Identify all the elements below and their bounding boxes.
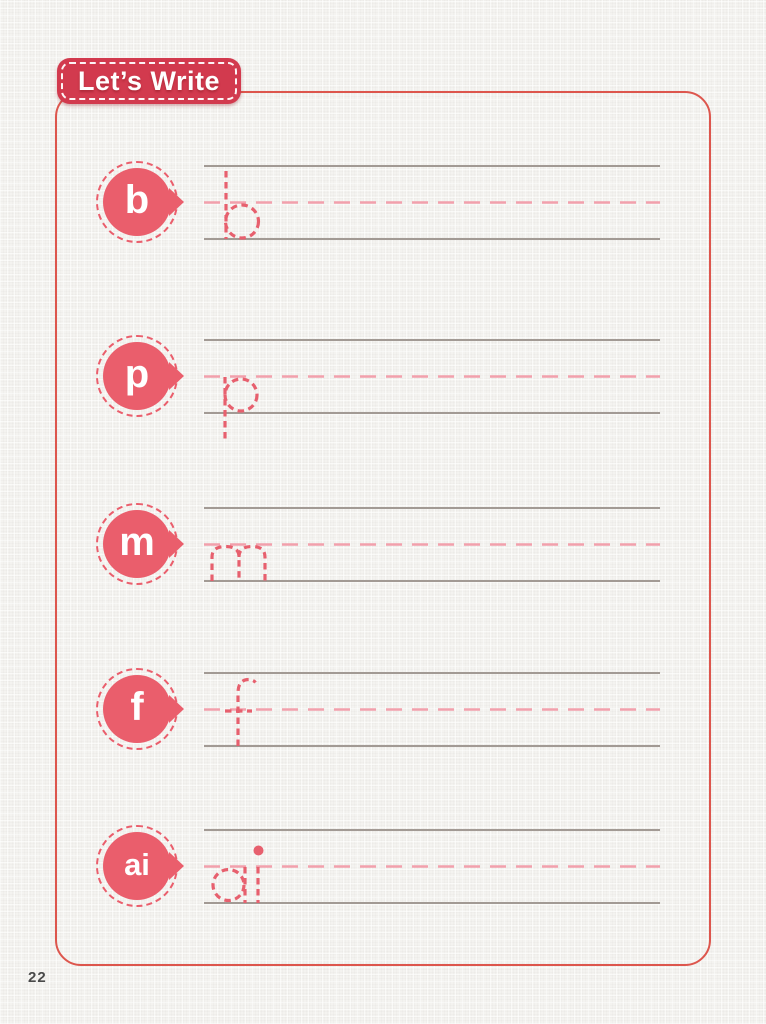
writing-lines-svg xyxy=(202,478,662,618)
letter-bubble xyxy=(103,832,171,900)
letter-bubble-label: b xyxy=(124,178,150,222)
writing-lines-svg xyxy=(202,136,662,276)
letter-bubble xyxy=(103,168,171,236)
bubble-pointer-icon xyxy=(169,852,184,880)
letter-bubble xyxy=(103,342,171,410)
writing-lines-svg xyxy=(202,800,662,940)
letter-bubble-label: m xyxy=(119,520,155,564)
bubble-pointer-icon xyxy=(169,695,184,723)
trace-letter xyxy=(213,846,264,904)
letter-bubble-label: ai xyxy=(124,846,150,882)
trace-letter xyxy=(212,547,265,582)
letter-bubble-label: f xyxy=(130,685,144,729)
practice-row-b xyxy=(0,136,766,276)
writing-lines-svg xyxy=(202,310,662,450)
lets-write-badge xyxy=(57,58,241,104)
bubble-pointer-icon xyxy=(169,362,184,390)
letter-bubble xyxy=(103,510,171,578)
practice-row-m xyxy=(0,478,766,618)
trace-letter xyxy=(226,171,259,239)
letter-bubble xyxy=(103,675,171,743)
practice-row-p xyxy=(0,310,766,450)
practice-row-ai xyxy=(0,800,766,940)
writing-lines-svg xyxy=(202,643,662,783)
page-title: Let’s Write xyxy=(77,65,221,96)
trace-letter xyxy=(225,377,257,443)
practice-row-f xyxy=(0,643,766,783)
page-number: 22 xyxy=(28,969,47,986)
bubble-pointer-icon xyxy=(169,530,184,558)
trace-letter xyxy=(225,680,256,747)
bubble-pointer-icon xyxy=(169,188,184,216)
letter-bubble-label: p xyxy=(124,352,150,396)
